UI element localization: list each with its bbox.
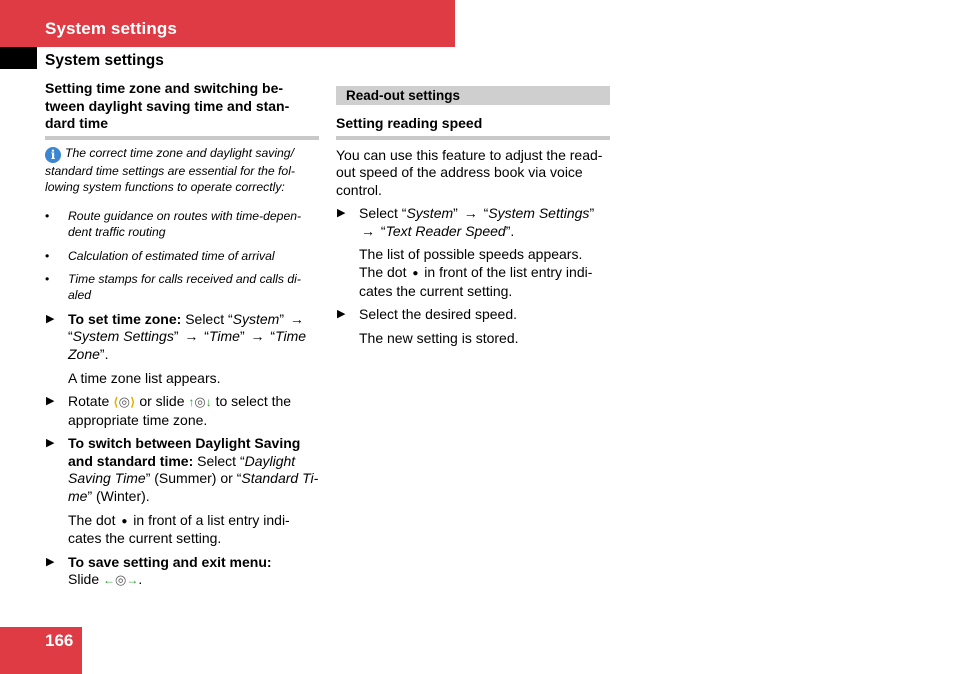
result-note: The list of possible speeds appears.: [359, 246, 583, 263]
step-arrow-icon: ▶: [46, 555, 55, 568]
left-column: [45, 80, 319, 590]
bullet-icon: •: [45, 208, 50, 223]
slide-left-right-icon: ←◎→: [103, 572, 139, 588]
rotate-controller-icon: ⟨◎⟩: [113, 394, 136, 410]
menu-arrow-icon: →: [184, 328, 199, 345]
menu-arrow-icon: →: [250, 328, 265, 345]
step-save-exit: ▶ To save setting and exit menu: Slide ←◎→.: [45, 554, 319, 590]
result-note: A time zone list appears.: [68, 369, 221, 386]
right-column: [336, 86, 610, 347]
dot-icon: ●: [121, 515, 128, 527]
step-set-time-zone: ▶ To set time zone: Select “System” → “System Settings” → “Time” → “Time Zone”.: [46, 310, 307, 362]
info-icon: i: [45, 147, 61, 163]
section-marker: [0, 47, 37, 69]
step-switch-daylight: ▶ To switch between Daylight Saving and standard time: Select “Daylight Saving Time” (Summer) or “Standard Ti-me” (Winter).: [46, 435, 319, 505]
result-note: The new setting is stored.: [359, 329, 519, 346]
step-arrow-icon: ▶: [337, 308, 346, 321]
step-arrow-icon: ▶: [46, 395, 55, 408]
list-item: • Route guidance on routes with time-depen-dent traffic routing: [45, 208, 302, 240]
heading-rule: [45, 136, 319, 140]
step-arrow-icon: ▶: [337, 207, 346, 220]
intro-text: You can use this feature to adjust the read-out speed of the address book via voice control.: [336, 146, 603, 198]
right-subheading: Setting reading speed: [336, 115, 483, 131]
step-arrow-icon: ▶: [46, 312, 55, 325]
section-title: System settings: [45, 52, 164, 69]
info-text: The correct time zone and daylight saving/ standard time settings are essential for the fol-lowing system functions to operate correctly:: [45, 145, 295, 195]
slide-up-down-icon: ↑◎↓: [188, 394, 212, 410]
page-header-title: System settings: [45, 19, 177, 38]
step-select-reader-speed: ▶ Select “System” → “System Settings” → “Text Reader Speed”.: [337, 205, 595, 239]
function-list: [45, 208, 319, 304]
bullet-icon: •: [45, 271, 50, 286]
menu-arrow-icon: →: [463, 205, 478, 222]
heading-rule: [336, 136, 610, 140]
dot-icon: ●: [412, 268, 419, 280]
page-number: 166: [45, 631, 74, 650]
list-item: • Time stamps for calls received and calls di-aled: [45, 271, 301, 303]
menu-arrow-icon: →: [289, 310, 304, 327]
step-rotate-slide: ▶ Rotate ⟨◎⟩ or slide ↑◎↓ to select the appropriate time zone.: [46, 393, 292, 428]
result-note: The dot ● in front of a list entry indi-cates the current setting.: [68, 511, 290, 547]
step-select-speed: ▶ Select the desired speed.: [337, 306, 517, 323]
bullet-icon: •: [45, 248, 50, 263]
result-note: The dot ● in front of the list entry indi-cates the current setting.: [359, 264, 593, 299]
step-arrow-icon: ▶: [46, 437, 55, 450]
list-item: • Calculation of estimated time of arrival: [45, 248, 275, 263]
gray-heading: Read-out settings: [336, 86, 610, 105]
menu-arrow-icon: →: [361, 222, 375, 239]
info-note: [45, 145, 319, 196]
left-subheading: Setting time zone and switching be- tween daylight saving time and stan- dard time: [45, 80, 290, 131]
